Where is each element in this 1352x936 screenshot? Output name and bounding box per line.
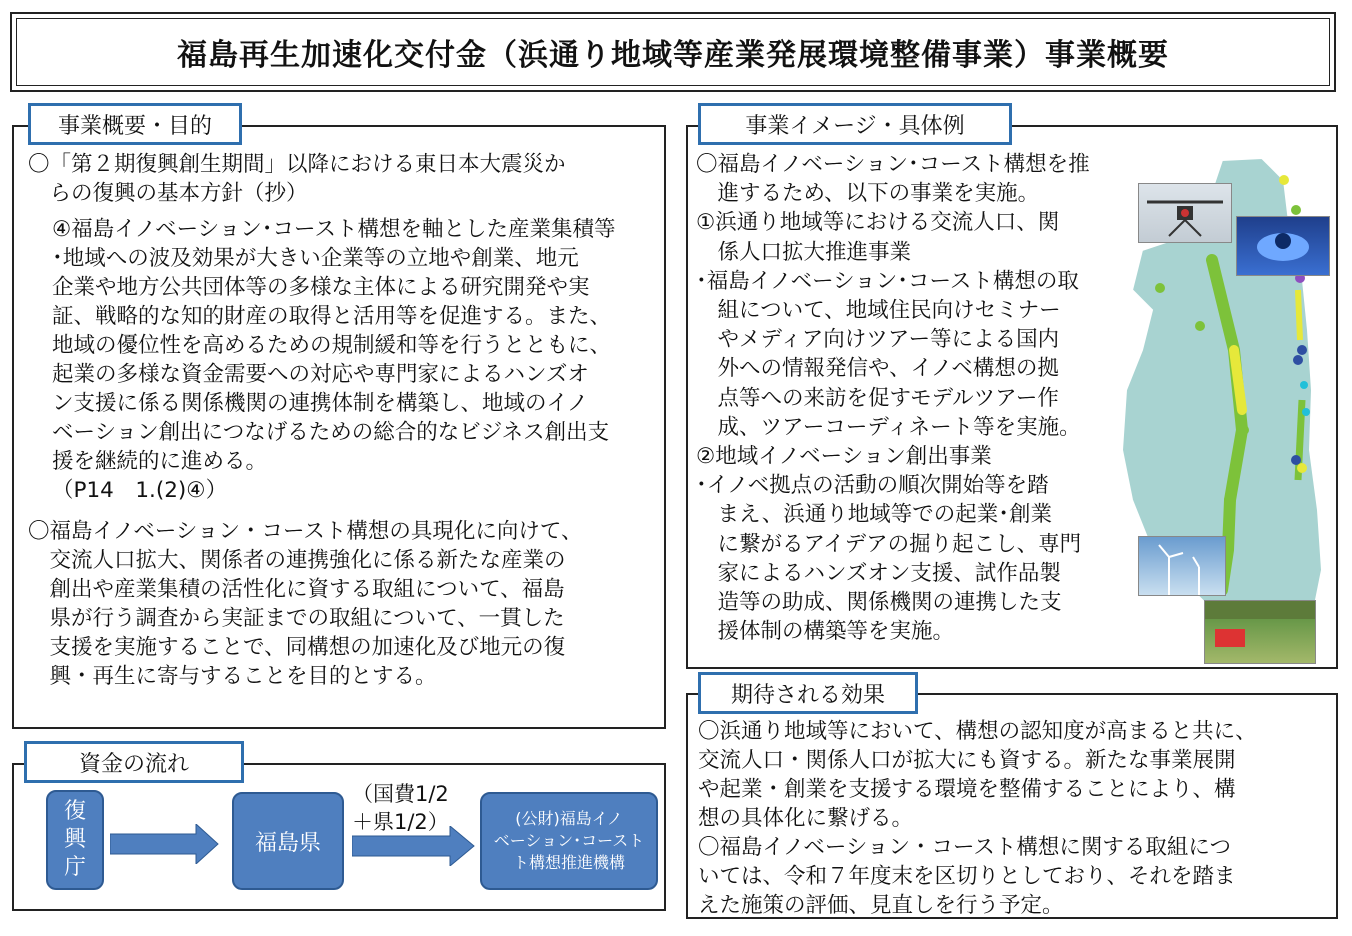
image-line: ･福島イノベーション･コースト構想の取 (696, 268, 1079, 294)
purpose-text-3 (28, 517, 583, 691)
image-line: やメディア向けツアー等による国内 (696, 327, 1060, 353)
arrow-2 (352, 826, 476, 866)
flow-tab: 資金の流れ (24, 741, 244, 783)
purpose-a-line: 〇「第２期復興創生期間」以降における東日本大震災か (28, 152, 566, 177)
image-line: 点等への来訪を促すモデルツアー作 (696, 385, 1059, 411)
image-line: まえ、浜通り地域等での起業･創業 (696, 502, 1053, 528)
effect-text (698, 717, 1257, 920)
image-line: 外への情報発信や、イノベ構想の拠 (696, 356, 1059, 382)
image-line: ･イノベ拠点の活動の順次開始等を踏 (696, 473, 1049, 499)
page-title: 福島再生加速化交付金（浜通り地域等産業発展環境整備事業）事業概要 (177, 38, 1169, 73)
purpose-b-line: ン支援に係る関係機関の連携体制を構築し、地域のイノ (52, 391, 589, 416)
purpose-b-line: 援を継続的に進める。 (52, 449, 268, 474)
wind-turbine-photo (1138, 536, 1226, 596)
purpose-text-1 (28, 150, 566, 208)
purpose-b-line: ④福島イノベーション･コースト構想を軸とした産業集積等 (52, 217, 616, 242)
effect-line: 交流人口・関係人口が拡大にも資する。新たな事業展開 (698, 748, 1236, 773)
image-line: に繋がるアイデアの掘り起こし、専門 (696, 531, 1082, 557)
effect-line: 〇福島イノベーション・コースト構想に関する取組につ (698, 835, 1231, 860)
prefecture-box: 福島県 (232, 792, 344, 890)
purpose-text-2 (52, 215, 615, 505)
purpose-c-line: 支援を実施することで、同構想の加速化及び地元の復 (28, 635, 566, 660)
agency-box: 復 興 庁 (46, 790, 104, 890)
effect-line: や起業・創業を支援する環境を整備することにより、構 (698, 777, 1236, 802)
image-line: 成、ツアーコーディネート等を実施。 (696, 414, 1081, 440)
purpose-b-line: ･地域への波及効果が大きい企業等の立地や創業、地元 (52, 246, 579, 271)
effect-tab: 期待される効果 (698, 672, 918, 714)
purpose-c-line: 興・再生に寄与することを目的とする。 (28, 664, 437, 689)
image-text (696, 150, 1090, 646)
effect-line: 想の具体化に繋げる。 (698, 806, 914, 831)
purpose-tab: 事業概要・目的 (28, 103, 242, 145)
purpose-b-line: 企業や地方公共団体等の多様な主体による研究開発や実 (52, 275, 590, 300)
harvester-photo (1204, 600, 1316, 664)
image-line: 組について、地域住民向けセミナー (696, 298, 1061, 324)
org-box: (公財)福島イノ ベーション･コースト ト構想推進機構 (480, 792, 658, 890)
image-line: 〇福島イノベーション･コースト構想を推 (696, 152, 1090, 177)
image-line: 進するため、以下の事業を実施。 (696, 181, 1040, 207)
image-line: 係人口拡大推進事業 (696, 239, 912, 265)
ratio-label: （国費1/2 ＋県1/2） (352, 782, 449, 834)
robot-photo (1236, 216, 1330, 276)
purpose-b-line: （P14 1.(2)④） (52, 478, 228, 503)
effect-line: いては、令和７年度末を区切りとしており、それを踏ま (698, 864, 1236, 889)
purpose-c-line: 交流人口拡大、関係者の連携強化に係る新たな産業の (28, 548, 566, 573)
effect-line: 〇浜通り地域等において、構想の認知度が高まると共に、 (698, 719, 1257, 744)
purpose-c-line: 県が行う調査から実証までの取組について、一貫した (28, 606, 565, 631)
title-frame (10, 12, 1336, 92)
image-tab: 事業イメージ・具体例 (698, 103, 1012, 145)
image-line: 家によるハンズオン支援、試作品製 (696, 560, 1061, 586)
purpose-b-line: 起業の多様な資金需要への対応や専門家によるハンズオ (52, 362, 589, 387)
image-line: ②地域イノベーション創出事業 (696, 444, 992, 470)
purpose-b-line: 地域の優位性を高めるための規制緩和等を行うとともに、 (52, 333, 612, 358)
arrow-1 (110, 824, 220, 864)
purpose-b-line: 証、戦略的な知的財産の取得と活用等を促進する。また、 (52, 304, 612, 329)
purpose-c-line: 〇福島イノベーション・コースト構想の具現化に向けて、 (28, 519, 583, 544)
purpose-a-line: らの復興の基本方針（抄） (28, 181, 308, 206)
title-inner-frame (16, 18, 1330, 86)
purpose-c-line: 創出や産業集積の活性化に資する取組について、福島 (28, 577, 565, 602)
effect-line: えた施策の評価、見直しを行う予定。 (698, 893, 1064, 918)
image-line: 援体制の構築等を実施。 (696, 619, 955, 645)
drone-photo (1138, 183, 1232, 243)
image-line: ①浜通り地域等における交流人口、関 (696, 210, 1060, 236)
image-line: 造等の助成、関係機関の連携した支 (696, 590, 1062, 616)
purpose-b-line: ベーション創出につなげるための総合的なビジネス創出支 (52, 420, 610, 445)
